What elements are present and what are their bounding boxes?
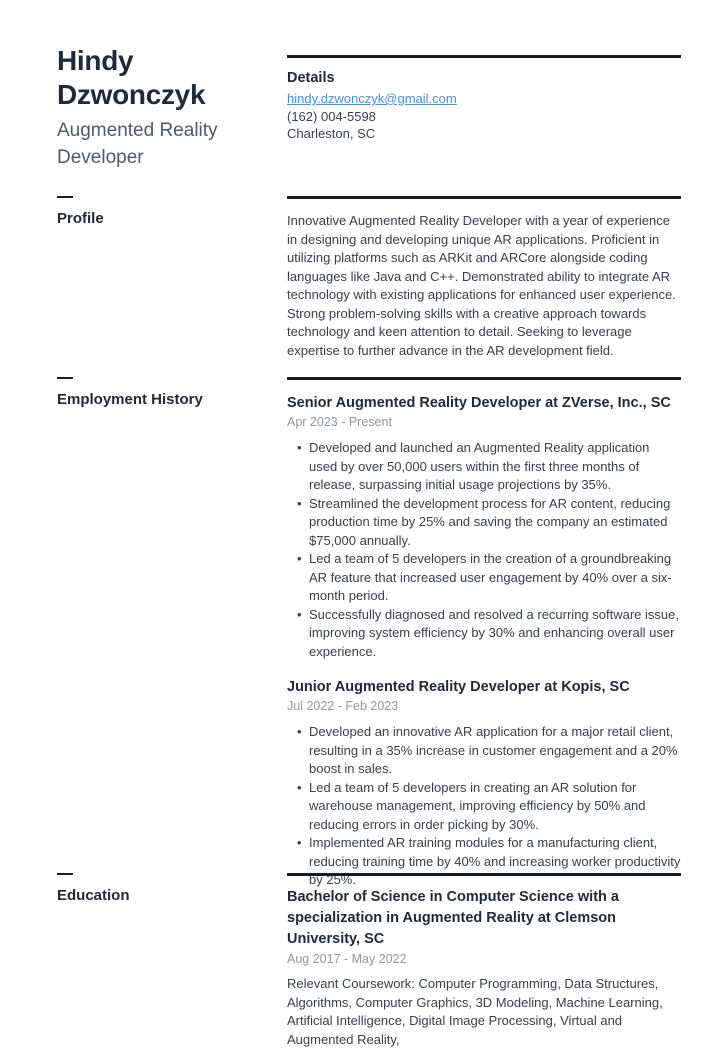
section-rule	[287, 873, 681, 876]
bullet-item: • Implemented AR training modules for a manufacturing client, reducing training time by 40% and increasing worker productivity by 25%.	[287, 834, 681, 890]
bullet-item: • Streamlined the development process for AR content, reducing production time by 25% and saving the company an estimated $75,000 annually.	[287, 495, 681, 551]
bullet-item: • Led a team of 5 developers in the creation of a groundbreaking AR feature that increased user engagement by 40% over a six-month period.	[287, 550, 681, 606]
details-heading: Details	[287, 70, 335, 86]
profile-section	[57, 196, 681, 360]
job-dates: Apr 2023 - Present	[287, 415, 392, 429]
coursework-paragraph: Relevant Coursework: Computer Programming, Data Structures, Algorithms, Computer Graphics, 3D Modeling, Machine Learning, Artificial Intelligence, Digital Image Processing, Virtual and Augmented Reality,	[287, 976, 663, 1047]
profile-label-block	[57, 196, 287, 360]
section-rule	[287, 55, 681, 58]
section-dash	[57, 377, 73, 379]
employment-section	[57, 377, 681, 890]
education-dates: Aug 2017 - May 2022	[287, 952, 407, 966]
job-dates: Jul 2022 - Feb 2023	[287, 699, 399, 713]
person-job-title: Augmented Reality Developer	[57, 120, 218, 168]
job-entry	[287, 677, 681, 890]
job-entry	[287, 393, 681, 661]
profile-paragraph: Innovative Augmented Reality Developer with a year of experience in designing and developing unique AR applications. Proficient in utilizing platforms such as ARKit and ARCore alongside coding languages like Java and C++. Demonstrated ability to integrate AR technology with existing applications for enhanced user experience. Strong problem-solving skills with a creative approach towards technology and keen attention to detail. Seeking to leverage expertise to further advance in the AR development field.	[287, 213, 676, 358]
details-section	[287, 55, 681, 142]
section-rule	[287, 377, 681, 380]
job-title: Junior Augmented Reality Developer at Kopis, SC	[287, 679, 630, 695]
bullet-item: • Led a team of 5 developers in creating an AR solution for warehouse management, improving efficiency by 50% and reducing errors in order picking by 30%.	[287, 779, 681, 835]
employment-content	[287, 377, 681, 890]
phone-number: (162) 004-5598	[287, 109, 376, 124]
education-label: Education	[57, 887, 130, 904]
email-link[interactable]: hindy.dzwonczyk@gmail.com	[287, 91, 457, 106]
bullet-item: • Developed an innovative AR application for a major retail client, resulting in a 35% increase in customer engagement and a 20% boost in sales.	[287, 723, 681, 779]
section-dash	[57, 873, 73, 875]
profile-content	[287, 196, 681, 360]
name-block	[57, 44, 262, 171]
section-dash	[57, 196, 73, 198]
job-bullet-list	[287, 723, 681, 890]
person-name: Hindy Dzwonczyk	[57, 45, 206, 110]
bullet-item: • Developed and launched an Augmented Reality application used by over 50,000 users within the first three months of release, surpassing initial usage projections by 35%.	[287, 439, 681, 495]
bullet-item: • Successfully diagnosed and resolved a recurring software issue, improving system efficiency by 30% and enhancing overall user experience.	[287, 606, 681, 662]
job-title: Senior Augmented Reality Developer at ZVerse, Inc., SC	[287, 395, 671, 411]
employment-label: Employment History	[57, 391, 203, 408]
section-rule	[287, 196, 681, 199]
employment-label-block	[57, 377, 287, 890]
profile-label: Profile	[57, 210, 104, 227]
job-bullet-list	[287, 439, 681, 661]
location-text: Charleston, SC	[287, 126, 376, 141]
degree-title: Bachelor of Science in Computer Science with a specialization in Augmented Reality at Clemson University, SC	[287, 889, 619, 947]
